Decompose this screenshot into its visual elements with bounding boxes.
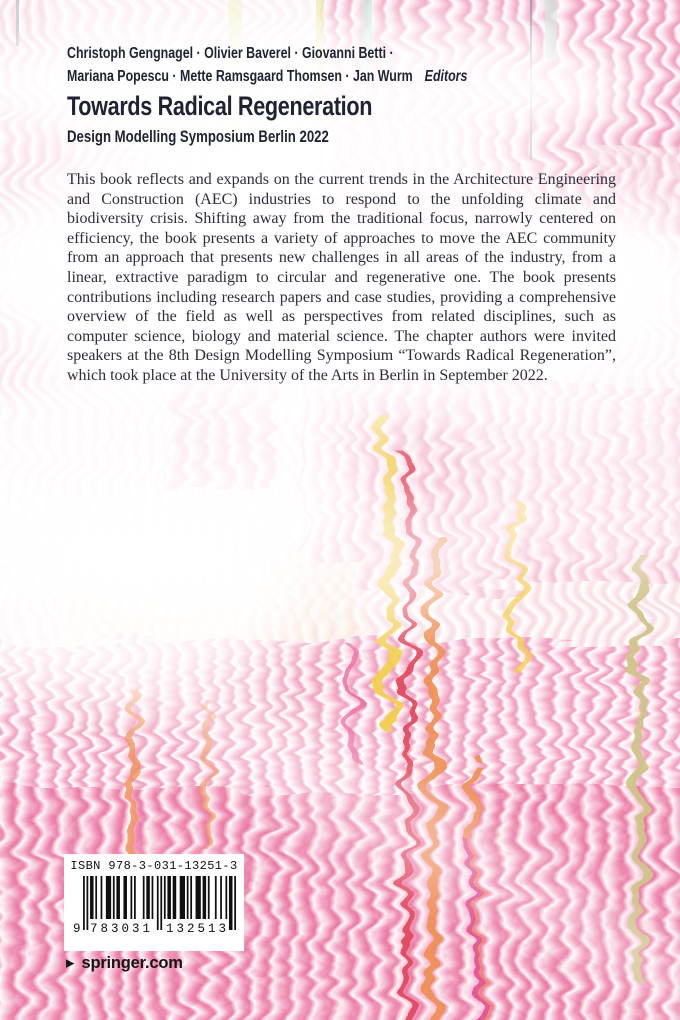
author-line-2	[67, 65, 547, 88]
barcode-digit-mid: 783031	[89, 922, 153, 934]
book-subtitle: Design Modelling Symposium Berlin 2022	[67, 128, 329, 146]
barcode-bars	[73, 876, 236, 934]
book-title: Towards Radical Regeneration	[67, 91, 373, 121]
barcode-digit-left: 9	[72, 922, 84, 934]
author-line-1: Christoph Gengnagel · Olivier Baverel · Giovanni Betti ·	[67, 45, 394, 62]
publisher-line	[66, 954, 183, 973]
publisher-url: springer.com	[81, 954, 183, 972]
author-line-2-names: Mariana Popescu · Mette Ramsgaard Thomsen · Jan Wurm	[67, 68, 413, 85]
editors-label: Editors	[424, 68, 468, 85]
barcode-digit-right: 132513	[165, 922, 229, 934]
isbn-barcode-panel	[64, 854, 244, 951]
springer-arrow-icon: ▶	[66, 957, 75, 970]
book-description: This book reflects and expands on the current trends in the Architecture Engineering and Construction (AEC) industries to respond to the unfolding climate and biodiversity crisis. Shifting away from the traditional focus, narrowly centered on efficiency, the book presents a variety of approaches to move the AEC community from an approach that presents new challenges in all areas of the industry, from a linear, extractive paradigm to circular and regenerative one. The book presents contributions including research papers and case studies, providing a comprehensive overview of the field as well as perspectives from related disciplines, such as computer science, biology and material science. The chapter authors were invited speakers at the 8th Design Modelling Symposium “Towards Radical Regeneration”, which took place at the University of the Arts in Berlin in September 2022.	[67, 171, 616, 384]
cover-header	[67, 42, 667, 148]
isbn-number: ISBN 978-3-031-13251-3	[70, 859, 238, 873]
